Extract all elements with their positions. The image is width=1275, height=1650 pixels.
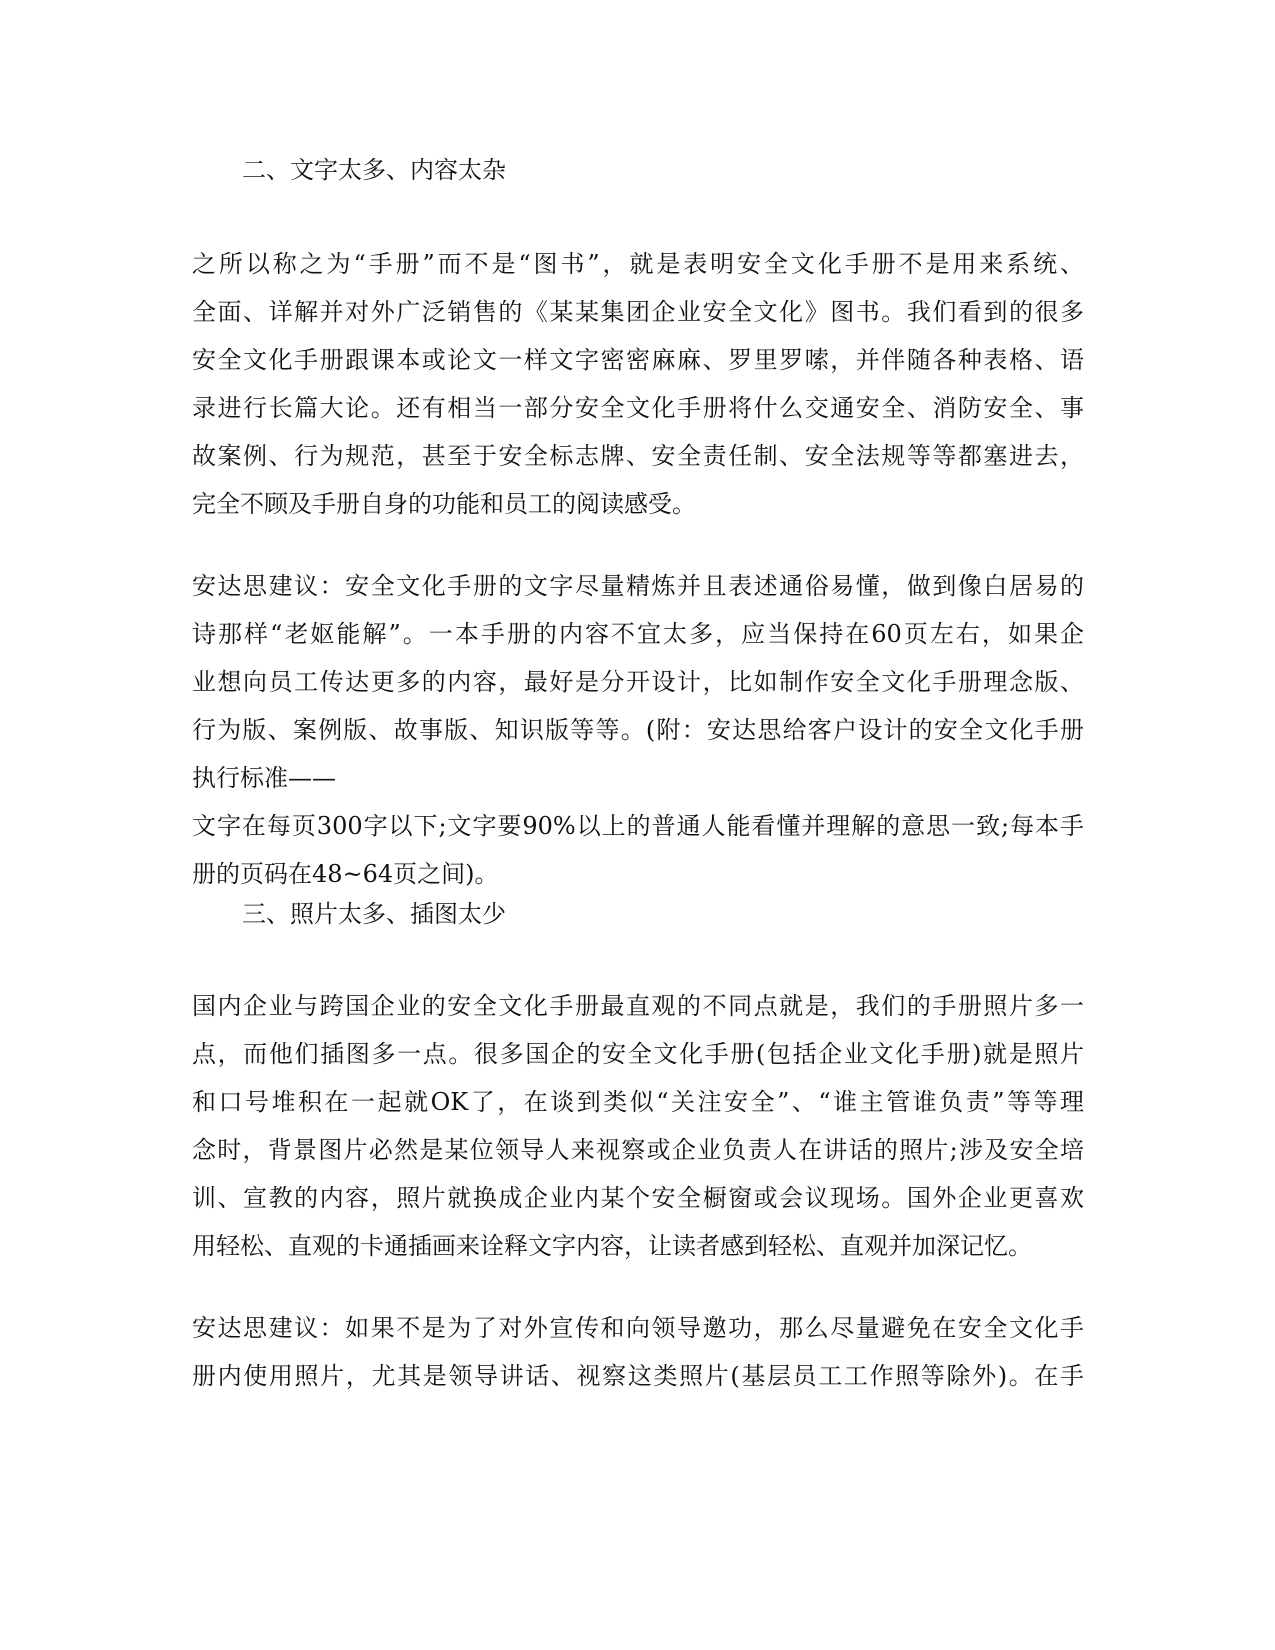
- text-line: 安达思建议：安全文化手册的文字尽量精炼并且表述通俗易懂，做到像白居易的: [192, 572, 1084, 600]
- text-line: 安达思建议：如果不是为了对外宣传和向领导邀功，那么尽量避免在安全文化手: [192, 1314, 1084, 1342]
- text-line: 册内使用照片，尤其是领导讲话、视察这类照片(基层员工工作照等除外)。在手: [192, 1362, 1084, 1390]
- text-line: 和口号堆积在一起就OK了，在谈到类似“关注安全”、“谁主管谁负责”等等理: [192, 1088, 1084, 1116]
- text-line: 之所以称之为“手册”而不是“图书”，就是表明安全文化手册不是用来系统、: [192, 250, 1084, 278]
- text-line: 全面、详解并对外广泛销售的《某某集团企业安全文化》图书。我们看到的很多: [192, 298, 1084, 326]
- text-line: 行为版、案例版、故事版、知识版等等。(附：安达思给客户设计的安全文化手册: [192, 716, 1084, 744]
- text-line: 册的页码在48~64页之间)。: [192, 860, 499, 888]
- paragraph-suggestion-text: [192, 562, 1084, 898]
- text-line: 训、宣教的内容，照片就换成企业内某个安全橱窗或会议现场。国外企业更喜欢: [192, 1184, 1084, 1212]
- section-heading-2: 二、文字太多、内容太杂: [242, 156, 506, 184]
- text-line: 故案例、行为规范，甚至于安全标志牌、安全责任制、安全法规等等都塞进去，: [192, 442, 1084, 470]
- text-line: 文字在每页300字以下;文字要90%以上的普通人能看懂并理解的意思一致;每本手: [192, 812, 1084, 840]
- text-line: 业想向员工传达更多的内容，最好是分开设计，比如制作安全文化手册理念版、: [192, 668, 1084, 696]
- text-line: 用轻松、直观的卡通插画来诠释文字内容，让读者感到轻松、直观并加深记忆。: [192, 1232, 1032, 1260]
- text-line: 录进行长篇大论。还有相当一部分安全文化手册将什么交通安全、消防安全、事: [192, 394, 1084, 422]
- paragraph-too-many-photos: [192, 982, 1084, 1270]
- section-heading-3: 三、照片太多、插图太少: [242, 900, 506, 928]
- paragraph-suggestion-photos: [192, 1304, 1084, 1400]
- text-line: 诗那样“老妪能解”。一本手册的内容不宜太多，应当保持在60页左右，如果企: [192, 620, 1084, 648]
- text-line: 国内企业与跨国企业的安全文化手册最直观的不同点就是，我们的手册照片多一: [192, 992, 1084, 1020]
- text-line: 点，而他们插图多一点。很多国企的安全文化手册(包括企业文化手册)就是照片: [192, 1040, 1084, 1068]
- paragraph-too-much-text: [192, 240, 1084, 528]
- text-line: 安全文化手册跟课本或论文一样文字密密麻麻、罗里罗嗦，并伴随各种表格、语: [192, 346, 1084, 374]
- text-line: 完全不顾及手册自身的功能和员工的阅读感受。: [192, 490, 696, 518]
- text-line: 念时，背景图片必然是某位领导人来视察或企业负责人在讲话的照片;涉及安全培: [192, 1136, 1084, 1164]
- text-line: 执行标准——: [192, 764, 336, 792]
